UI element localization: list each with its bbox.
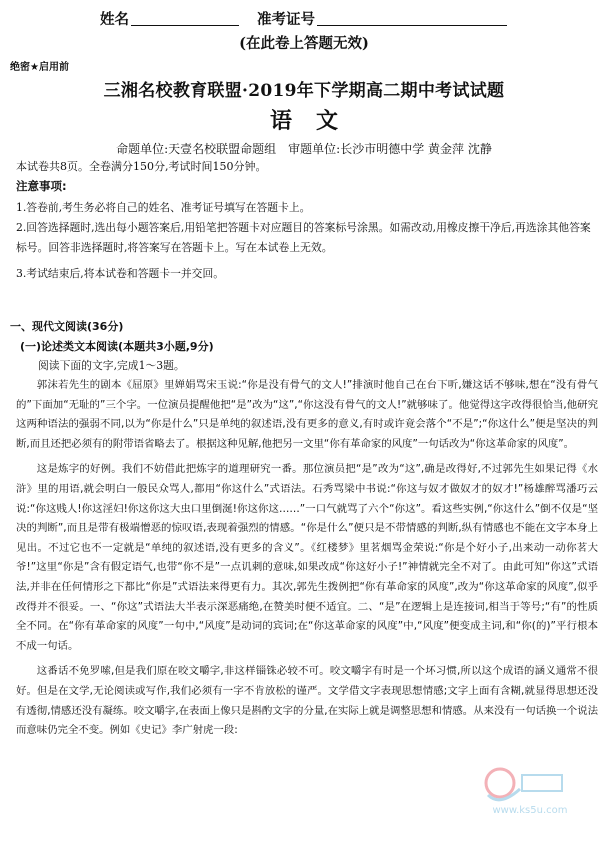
notice-heading: 注意事项: [16, 179, 67, 193]
watermark-logo [470, 759, 590, 819]
exam-info: 本试卷共8页。全卷满分150分,考试时间150分钟。 [16, 160, 267, 173]
note-item: 3.考试结束后,将本试卷和答题卡一并交回。 [16, 267, 225, 280]
passage-paragraph: 这番话不免罗嗦,但是我们原在咬文嚼字,非这样锱铢必较不可。咬文嚼字有时是一个坏习惯,所以这个成语的涵义通常不很好。但是在文学,无论阅读或写作,我们必须有一字不肯放松的谨严。文学借文字表现思想情感;文字上面有含糊,就显得思想还没有透彻,情感还没有凝练。咬文嚼字,在表面上像只是斟酌文字的分量,在实际上就是调整思想和情感。从来没有一句话换一个说法而意味仍完全不变。例如《史记》李广射虎一段: [16, 665, 598, 737]
reading-instruction: 阅读下面的文字,完成1～3题。 [38, 359, 185, 372]
passage-paragraph: 郭沫若先生的剧本《屈原》里婵娟骂宋玉说:“你是没有骨气的文人!”排演时他自己在台下听,嫌这话不够味,想在“没有骨气的”下面加“无耻的”三个字。一位演员提醒他把“是”改为“这”,“你这没有骨气的文人!”就够味了。他觉得这字改得很恰当,他研究这两种语法的强弱不同,以为“你是什么”只是单纯的叙述语,没有更多的意义,有时或许竟会落个“不是”;“你这什么”便是坚决的判断,而且还把必须有的附带语省略去了。根据这种见解,他把另一文里“你有革命家的风度”一句话改为“你这革命家的风度”。 [16, 379, 598, 450]
watermark-text: www.ks5u.com [492, 805, 568, 816]
name-blank [131, 10, 239, 26]
candidate-info-line [100, 8, 540, 28]
notes-list [16, 198, 600, 284]
note-item: 1.答卷前,考生务必将自己的姓名、准考证号填写在答题卡上。 [16, 201, 311, 214]
subsection-heading: (一)论述类文本阅读(本题共3小题,9分) [20, 340, 214, 353]
authoring-units: 命题单位:天壹名校联盟命题组 审题单位:长沙市明德中学 黄金萍 沈静 [116, 142, 492, 156]
subject-title: 语文 [269, 108, 362, 134]
section-heading: 一、现代文阅读(36分) [10, 320, 124, 333]
ticket-label: 准考证号 [257, 11, 315, 28]
secret-mark: 绝密★启用前 [10, 62, 69, 73]
invalid-note: (在此卷上答题无效) [239, 35, 369, 52]
name-label: 姓名 [100, 11, 129, 28]
note-item: 2.回答选择题时,选出每小题答案后,用铅笔把答题卡对应题目的答案标号涂黑。如需改动,用橡皮擦干净后,再选涂其他答案标号。回答非选择题时,将答案写在答题卡上。写在本试卷上无效。 [16, 221, 591, 254]
exam-title: 三湘名校教育联盟·2019年下学期高二期中考试试题 [103, 81, 505, 101]
passage-paragraph: 这是炼字的好例。我们不妨借此把炼字的道理研究一番。那位演员把“是”改为“这”,确是改得好,不过郭先生如果记得《水浒》里的用语,就会明白一般民众骂人,都用“你这什么”式语法。石秀骂梁中书说:“你这与奴才做奴才的奴才!”杨雄醉骂潘巧云说:“你这贱人!你这淫妇!你这你这大虫口里倒涎!你这你这……”一口气就骂了六个“你这”。看这些实例,“你这什么”倒不仅是“坚决的判断”,而且是带有极端憎恶的惊叹语,表现着强烈的情感。“你是什么”便只是不带情感的判断,纵有情感也不能在文字本身上见出。不过它也不一定就是“单纯的叙述语,没有更多的含义”。《红楼梦》里茗烟骂金荣说:“你是个好小子,出来动一动你茗大爷!”这里“你是”含有假定语气,也带“你不是”一点讥刺的意味,如果改成“你这好小子!”神情就完全不对了。由此可知“你这”式语法,并非在任何情形之下都比“你是”式语法来得更有力。其次,郭先生拨例把“你有革命家的风度”,改为“你这革命家的风度”,似乎改得并不很妥。一、“你这”式语法大半表示深恶痛绝,在赞美时便不适宜。二、“是”在逻辑上是连接词,相当于等号;“有”的性质全不同。在“你有革命家的风度”一句中,“风度”是动词的宾词;在“你这革命家的风度”中,“风度”便变成主词,和“你(的)”平行根本不成一句话。 [16, 463, 598, 652]
ticket-blank [317, 10, 507, 26]
reading-passage [16, 376, 598, 747]
watermark-logo-graphic [486, 769, 562, 800]
